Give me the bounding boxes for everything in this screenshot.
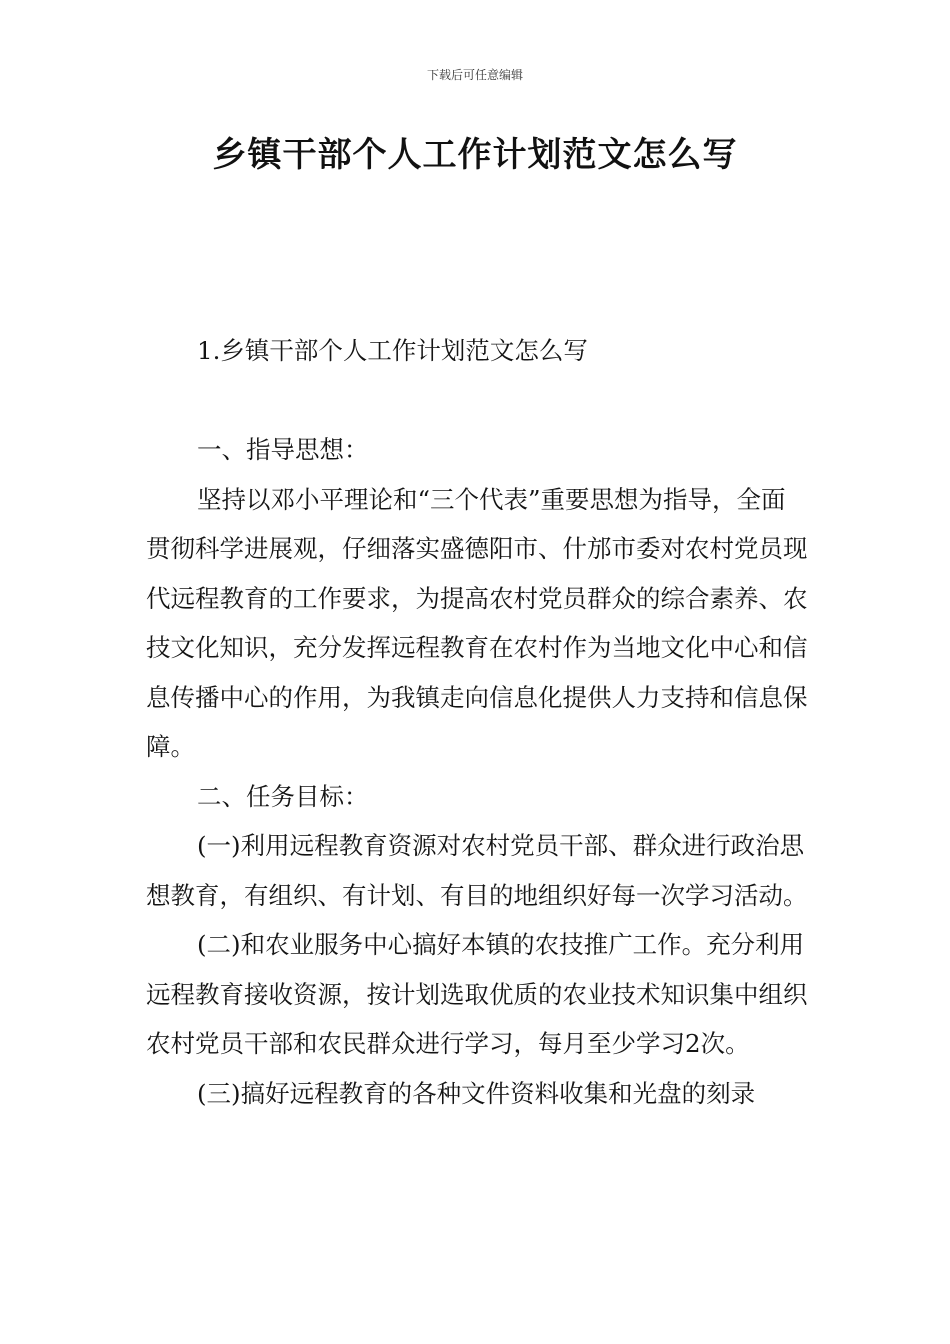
paragraph-goal-1: (一)利用远程教育资源对农村党员干部、群众进行政治思想教育，有组织、有计划、有目的地组织好每一次学习活动。 (146, 831, 808, 910)
heading-task-goals: 二、任务目标： (197, 781, 369, 811)
paragraph-goal-3: (三)搞好远程教育的各种文件资料收集和光盘的刻录 (197, 1078, 756, 1108)
heading-guiding-ideology: 一、指导思想： (197, 435, 369, 464)
document-body (146, 326, 810, 1118)
document-title: 乡镇干部个人工作计划范文怎么写 (212, 135, 738, 175)
section-heading: 1.乡镇干部个人工作计划范文怎么写 (197, 336, 588, 365)
blank-line (146, 376, 810, 426)
paragraph-goal-2: (二)和农业服务中心搞好本镇的农技推广工作。充分利用远程教育接收资源，按计划选取优质的农业技术知识集中组织农村党员干部和农民群众进行学习，每月至少学习2次。 (146, 930, 808, 1058)
paragraph-guiding-ideology: 坚持以邓小平理论和“三个代表”重要思想为指导，全面贯彻科学进展观，仔细落实盛德阳市、什邡市委对农村党员现代远程教育的工作要求，为提高农村党员群众的综合素养、农技文化知识，充分发挥远程教育在农村作为当地文化中心和信息传播中心的作用，为我镇走向信息化提供人力支持和信息保障。 (146, 484, 808, 761)
header-note: 下载后可任意编辑 (426, 68, 523, 82)
